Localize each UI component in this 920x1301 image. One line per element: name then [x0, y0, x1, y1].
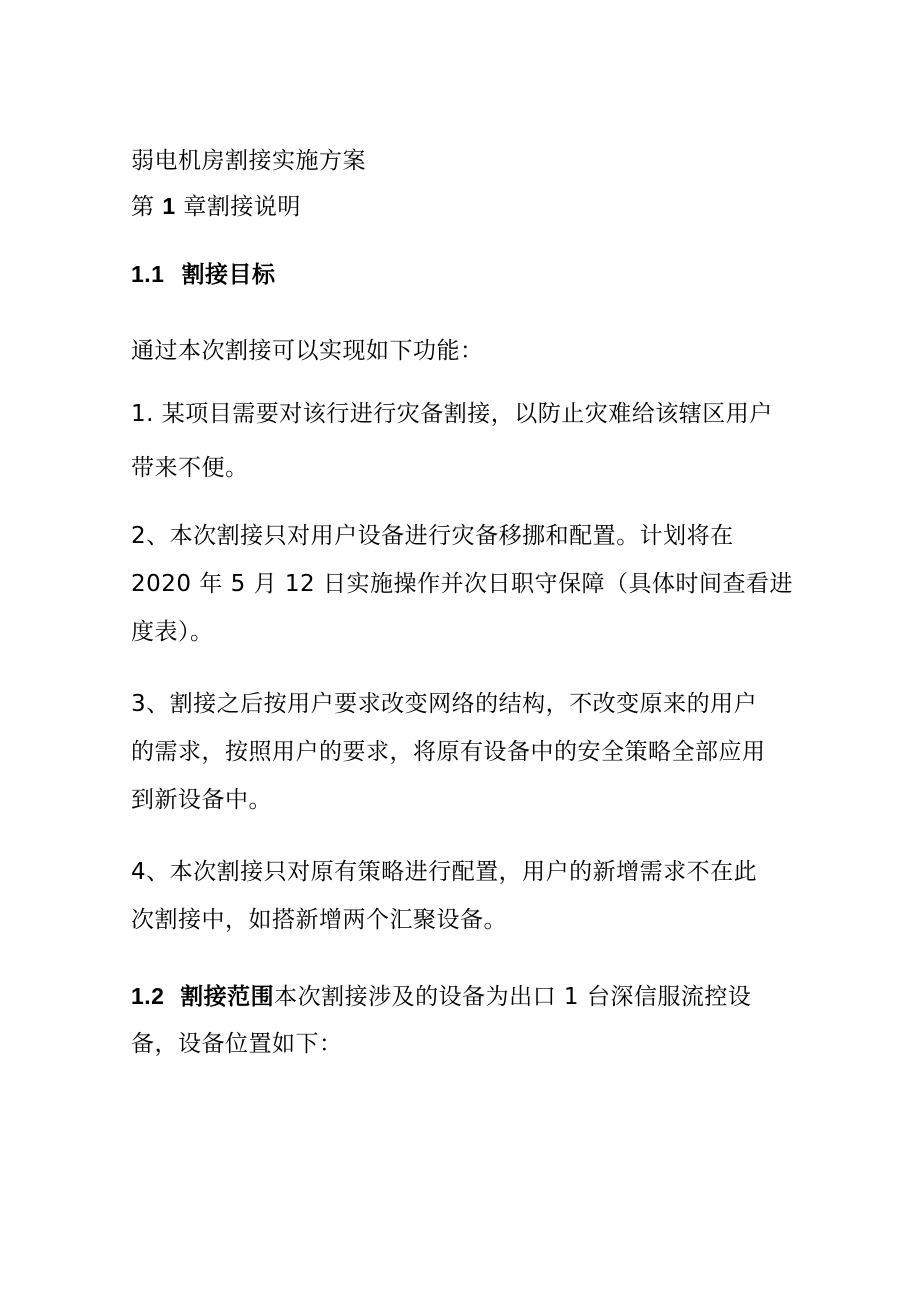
chapter-suffix: 章割接说明 — [175, 194, 301, 220]
item4-line1: 4、本次割接只对原有策略进行配置，用户的新增需求不在此 — [131, 859, 758, 885]
section-1-2-text: 本次割接涉及的设备为出口 1 台深信服流控设 — [274, 984, 752, 1010]
section-1-2-line1 — [131, 980, 796, 1013]
chapter-number: 1 — [162, 193, 176, 219]
section-1-1-number: 1.1 — [131, 261, 165, 287]
intro-paragraph: 通过本次割接可以实现如下功能： — [131, 338, 484, 364]
chapter-heading — [131, 190, 796, 223]
section-1-2-title: 割接范围 — [180, 984, 275, 1010]
item4-line2: 次割接中，如搭新增两个汇聚设备。 — [131, 907, 507, 933]
item2-line1: 2、本次割接只对用户设备进行灾备移挪和配置。计划将在 — [131, 523, 734, 549]
item3-line1: 3、割接之后按用户要求改变网络的结构，不改变原来的用户 — [131, 691, 758, 717]
section-1-2-number: 1.2 — [131, 983, 165, 1009]
document-title: 弱电机房割接实施方案 — [131, 148, 366, 174]
chapter-prefix: 第 — [131, 194, 163, 220]
item2-line3: 度表）。 — [131, 619, 214, 645]
item1-line1: 1. 某项目需要对该行进行灾备割接，以防止灾难给该辖区用户 — [131, 401, 773, 427]
item1-line2: 带来不便。 — [131, 455, 249, 481]
section-1-1-heading — [131, 258, 796, 291]
item3-line3: 到新设备中。 — [131, 787, 272, 813]
item2-line2: 2020 年 5 月 12 日实施操作并次日职守保障（具体时间查看进 — [131, 571, 793, 597]
item3-line2: 的需求，按照用户的要求，将原有设备中的安全策略全部应用 — [131, 739, 766, 765]
section-1-2-line2: 备，设备位置如下： — [131, 1031, 343, 1057]
section-1-1-title: 割接目标 — [181, 262, 276, 288]
